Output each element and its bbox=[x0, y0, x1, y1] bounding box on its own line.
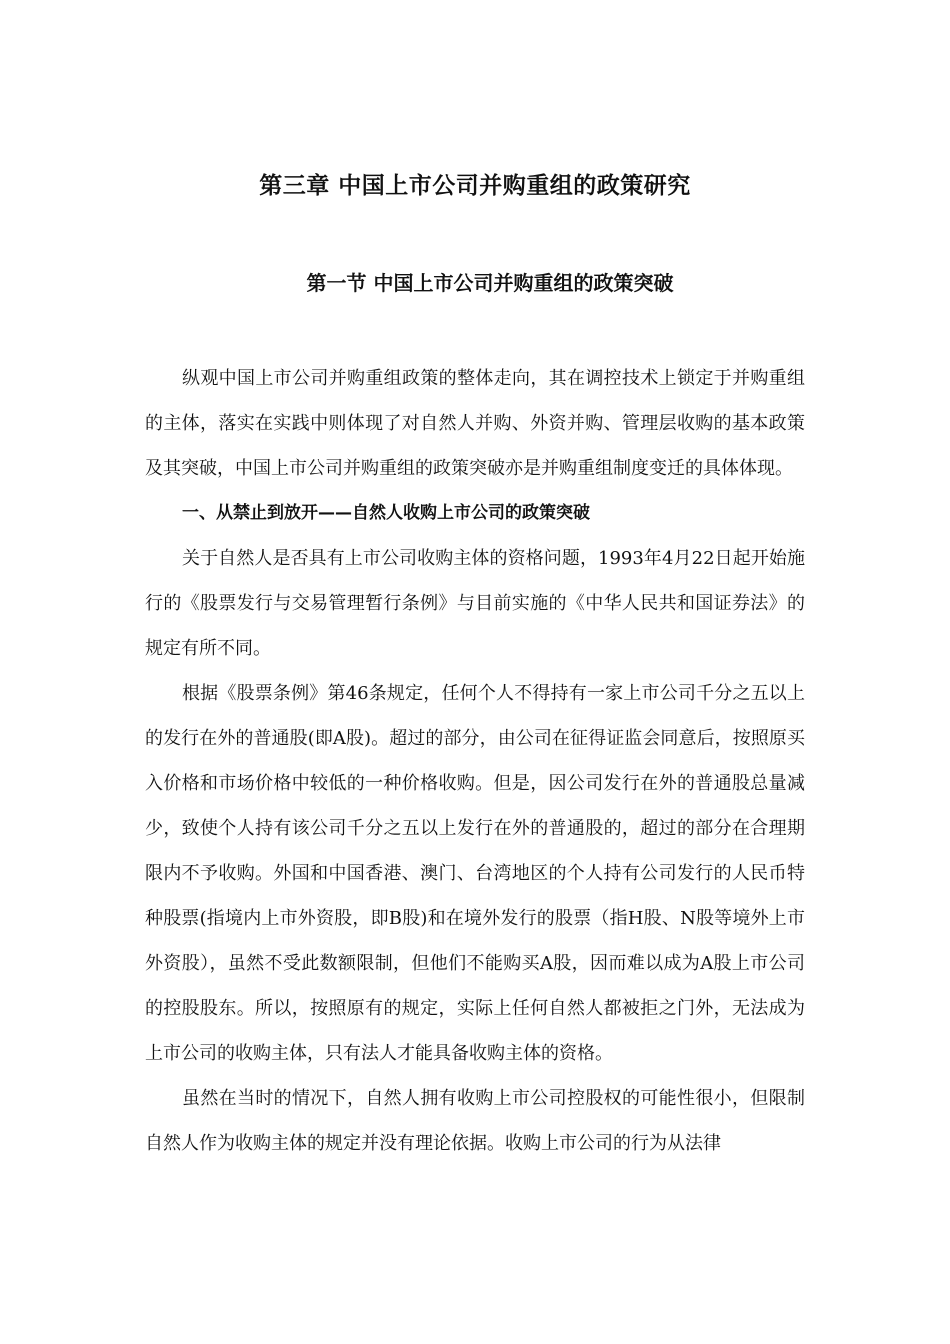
chapter-title: 第三章 中国上市公司并购重组的政策研究 bbox=[259, 173, 691, 199]
subsection-heading: 一、从禁止到放开——自然人收购上市公司的政策突破 bbox=[182, 503, 590, 523]
paragraph-intro: 纵观中国上市公司并购重组政策的整体走向，其在调控技术上锁定于并购重组的主体，落实在实践中则体现了对自然人并购、外资并购、管理层收购的基本政策及其突破，中国上市公司并购重组的政策突破亦是并购重组制度变迁的具体体现。 bbox=[145, 368, 805, 479]
section-title: 第一节 中国上市公司并购重组的政策突破 bbox=[306, 271, 674, 295]
document-body bbox=[145, 356, 805, 1166]
paragraph-regulation-46: 根据《股票条例》第46条规定，任何个人不得持有一家上市公司千分之五以上的发行在外的普通股(即A股)。超过的部分，由公司在征得证监会同意后，按照原买入价格和市场价格中较低的一种价格收购。但是，因公司发行在外的普通股总量减少，致使个人持有该公司千分之五以上发行在外的普通股的，超过的部分在合理期限内不予收购。外国和中国香港、澳门、台湾地区的个人持有公司发行的人民币特种股票(指境内上市外资股，即B股)和在境外发行的股票（指H股、N股等境外上市外资股），虽然不受此数额限制，但他们不能购买A股，因而难以成为A股上市公司的控股股东。所以，按照原有的规定，实际上任何自然人都被拒之门外，无法成为上市公司的收购主体，只有法人才能具备收购主体的资格。 bbox=[145, 683, 805, 1064]
paragraph-qualification: 关于自然人是否具有上市公司收购主体的资格问题，1993年4月22日起开始施行的《股票发行与交易管理暂行条例》与目前实施的《中华人民共和国证券法》的规定有所不同。 bbox=[145, 548, 805, 659]
paragraph-theory: 虽然在当时的情况下，自然人拥有收购上市公司控股权的可能性很小，但限制自然人作为收购主体的规定并没有理论依据。收购上市公司的行为从法律 bbox=[145, 1088, 805, 1154]
